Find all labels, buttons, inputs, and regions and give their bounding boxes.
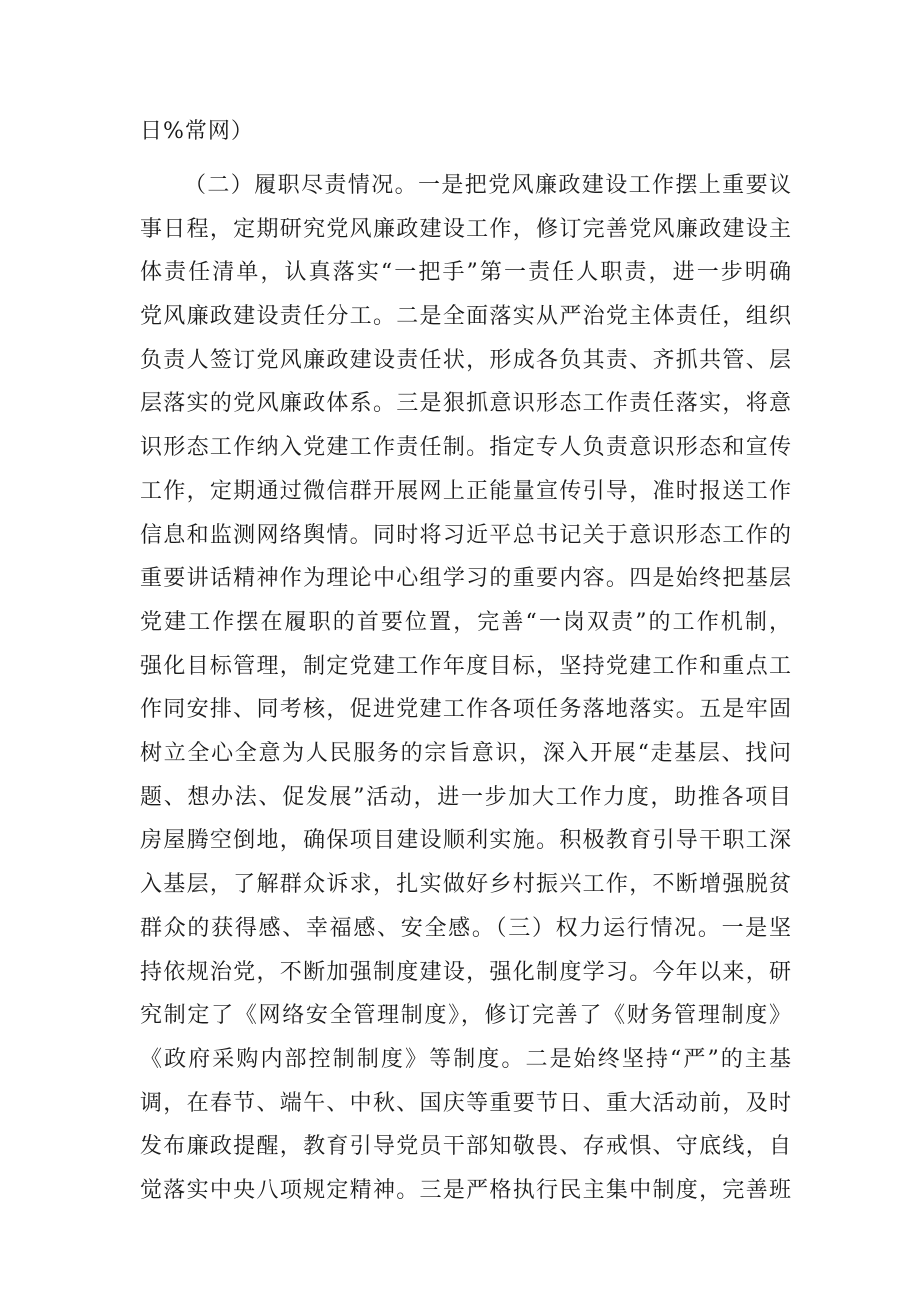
text-line: 持依规治党，不断加强制度建设，强化制度学习。今年以来，研 bbox=[140, 960, 792, 985]
text-line: 事日程，定期研究党风廉政建设工作，修订完善党风廉政建设主 bbox=[140, 217, 792, 242]
text-line: （二）履职尽责情况。一是把党风廉政建设工作摆上重要议 bbox=[184, 173, 792, 198]
text-line: 党建工作摆在履职的首要位置，完善“一岗双责”的工作机制， bbox=[140, 610, 792, 635]
text-line: 负责人签订党风廉政建设责任状，形成各负其责、齐抓共管、层 bbox=[140, 348, 792, 373]
text-line: 调，在春节、端午、中秋、国庆等重要节日、重大活动前，及时 bbox=[140, 1091, 792, 1116]
text-line: 《政府采购内部控制制度》等制度。二是始终坚持“严”的主基 bbox=[140, 1047, 792, 1072]
text-line: 房屋腾空倒地，确保项目建设顺利实施。积极教育引导干职工深 bbox=[140, 828, 792, 853]
text-line: 究制定了《网络安全管理制度》，修订完善了《财务管理制度》 bbox=[140, 1003, 792, 1028]
text-line: 重要讲话精神作为理论中心组学习的重要内容。四是始终把基层 bbox=[140, 566, 792, 591]
text-line: 工作，定期通过微信群开展网上正能量宣传引导，准时报送工作 bbox=[140, 479, 792, 504]
text-line: 觉落实中央八项规定精神。三是严格执行民主集中制度，完善班 bbox=[140, 1178, 792, 1203]
text-line: 体责任清单，认真落实“一把手”第一责任人职责，进一步明确 bbox=[140, 260, 792, 285]
text-line: 党风廉政建设责任分工。二是全面落实从严治党主体责任，组织 bbox=[140, 304, 792, 329]
text-line: 信息和监测网络舆情。同时将习近平总书记关于意识形态工作的 bbox=[140, 523, 792, 548]
text-line: 识形态工作纳入党建工作责任制。指定专人负责意识形态和宣传 bbox=[140, 435, 792, 460]
text-line: 题、想办法、促发展”活动，进一步加大工作力度，助推各项目 bbox=[140, 785, 792, 810]
text-line: 日%常网） bbox=[140, 119, 254, 144]
text-line: 树立全心全意为人民服务的宗旨意识，深入开展“走基层、找问 bbox=[140, 741, 792, 766]
text-line: 群众的获得感、幸福感、安全感。（三）权力运行情况。一是坚 bbox=[140, 916, 792, 941]
text-line: 作同安排、同考核，促进党建工作各项任务落地落实。五是牢固 bbox=[140, 697, 792, 722]
text-line: 强化目标管理，制定党建工作年度目标，坚持党建工作和重点工 bbox=[140, 654, 792, 679]
text-line: 入基层，了解群众诉求，扎实做好乡村振兴工作，不断增强脱贫 bbox=[140, 872, 792, 897]
text-line: 发布廉政提醒，教育引导党员干部知敬畏、存戒惧、守底线，自 bbox=[140, 1134, 792, 1159]
text-line: 层落实的党风廉政体系。三是狠抓意识形态工作责任落实，将意 bbox=[140, 391, 792, 416]
